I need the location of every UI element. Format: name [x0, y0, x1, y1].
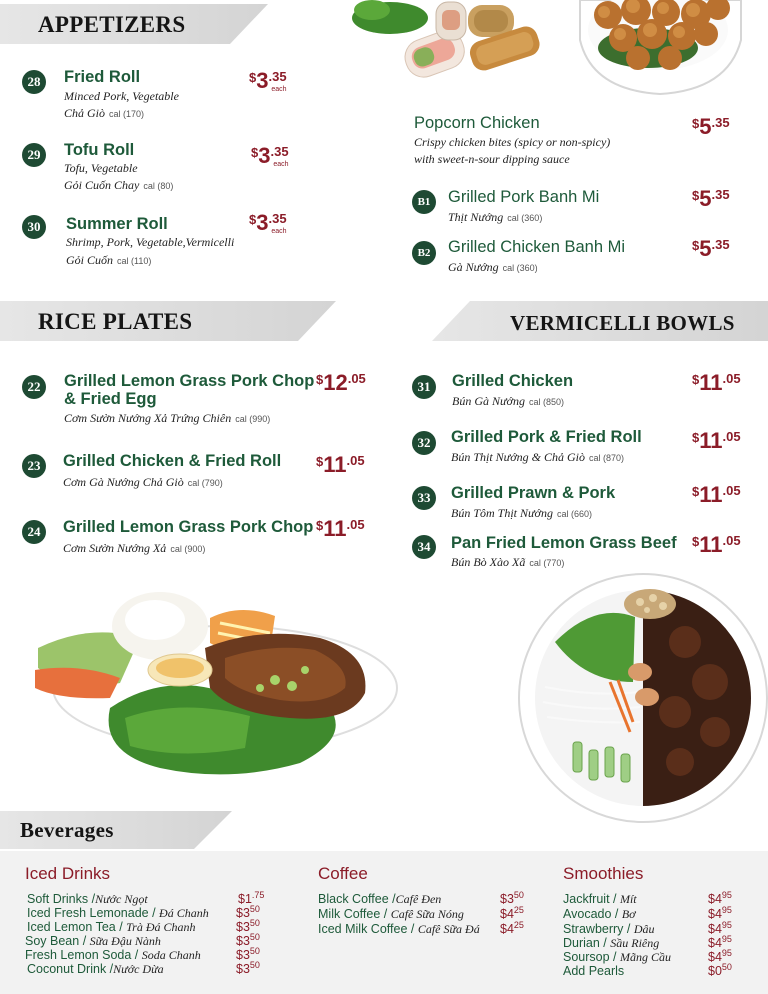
smoothie-item[interactable]: Add Pearls — [563, 964, 625, 978]
smoothie-item[interactable]: Durian / Sầu Riêng — [563, 936, 660, 950]
item-description: Minced Pork, Vegetable — [64, 89, 179, 103]
item-price: $^{\$}3^{.35}$ each — [251, 143, 289, 168]
item-number-badge: 32 — [412, 431, 436, 455]
vermicelli-bowl-photo — [515, 572, 768, 824]
item-name: Summer Roll — [66, 215, 168, 233]
item-number-badge: 34 — [412, 535, 436, 559]
smoothie-item[interactable]: Strawberry / Dâu — [563, 922, 655, 936]
appetizers-title: APPETIZERS — [38, 12, 186, 37]
item-price: $^{\$}11^{.05}$ — [692, 428, 741, 453]
item-vietnamese-name: Gỏi Cuốn Chay cal (80) — [64, 178, 174, 192]
drink-price: $\$4^{95}$ — [708, 934, 732, 951]
item-price: $^{\$}11^{.05}$ — [692, 370, 741, 395]
item-vietnamese-name: Bún Thịt Nướng & Chả Giò cal (870) — [451, 450, 624, 464]
item-number-badge: 24 — [22, 520, 46, 544]
iced-drink-item[interactable]: Iced Lemon Tea / Trà Đá Chanh — [27, 920, 196, 934]
iced-drinks-heading: Iced Drinks — [25, 864, 111, 883]
item-vietnamese-name: Gà Nướng cal (360) — [448, 260, 538, 274]
item-vietnamese-name: Thịt Nướng cal (360) — [448, 210, 543, 224]
item-price: $^{\$}12^{.05}$ — [316, 370, 366, 395]
item-name: Grilled Chicken — [452, 372, 574, 390]
item-vietnamese-name: Cơm Sườn Nướng Xả cal (900) — [63, 541, 206, 555]
item-vietnamese-name: Cơm Sườn Nướng Xả Trứng Chiên cal (990) — [64, 411, 271, 425]
item-vietnamese-name: Cơm Gà Nướng Chả Giò cal (790) — [63, 475, 223, 489]
item-description: Tofu, Vegetable — [64, 161, 138, 175]
item-name-continued: & Fried Egg — [64, 390, 157, 408]
item-price: $^{\$}11^{.05}$ — [316, 516, 365, 541]
drink-price: $\$4^{25}$ — [500, 905, 524, 922]
item-price: $^{\$}5^{.35}$ — [692, 236, 730, 261]
item-number-badge: B1 — [412, 190, 436, 214]
coffee-item[interactable]: Iced Milk Coffee / Cafê Sữa Đá — [318, 922, 480, 936]
drink-price: $\$4^{95}$ — [708, 890, 732, 907]
item-number-badge: 22 — [22, 375, 46, 399]
item-description: Crispy chicken bites (spicy or non-spicy) — [414, 135, 611, 149]
drink-price: $\$3^{50}$ — [236, 960, 260, 977]
item-name: Grilled Pork Banh Mi — [448, 188, 600, 206]
rice-plates-title: RICE PLATES — [38, 309, 193, 334]
smoothie-item[interactable]: Jackfruit / Mít — [563, 892, 637, 906]
item-vietnamese-name: Bún Tôm Thịt Nướng cal (660) — [451, 506, 592, 520]
coffee-heading: Coffee — [318, 864, 368, 883]
iced-drink-item[interactable]: Soy Bean / Sữa Đậu Nành — [25, 934, 161, 948]
item-number-badge: 33 — [412, 486, 436, 510]
item-name: Popcorn Chicken — [414, 114, 540, 132]
item-number-badge: 28 — [22, 70, 46, 94]
item-name: Fried Roll — [64, 68, 141, 86]
drink-price: $\$3^{50}$ — [500, 890, 524, 907]
item-description: Shrimp, Pork, Vegetable,Vermicelli — [66, 235, 235, 249]
item-name: Grilled Chicken & Fried Roll — [63, 452, 282, 470]
coffee-item[interactable]: Milk Coffee / Cafê Sữa Nóng — [318, 907, 464, 921]
item-number-badge: 23 — [22, 454, 46, 478]
item-name: Grilled Lemon Grass Pork Chop — [63, 518, 314, 536]
item-price: $^{\$}5^{.35}$ — [692, 114, 730, 139]
item-number-badge: B2 — [412, 241, 436, 265]
drink-price: $\$4^{25}$ — [500, 920, 524, 937]
drink-price: $\$4^{95}$ — [708, 905, 732, 922]
smoothie-item[interactable]: Avocado / Bơ — [563, 907, 636, 921]
item-name: Tofu Roll — [64, 141, 135, 159]
vermicelli-title: VERMICELLI BOWLS — [510, 311, 735, 335]
coffee-item[interactable]: Black Coffee /Cafê Đen — [318, 892, 442, 906]
item-price: $^{\$}5^{.35}$ — [692, 186, 730, 211]
item-name: Grilled Lemon Grass Pork Chop — [64, 372, 315, 390]
item-price: $^{\$}11^{.05}$ — [692, 482, 741, 507]
drink-price: $\$3^{50}$ — [236, 932, 260, 949]
drink-price: $\$3^{50}$ — [236, 904, 260, 921]
item-price: $^{\$}3^{.35}$ each — [249, 68, 287, 93]
item-name: Grilled Chicken Banh Mi — [448, 238, 625, 256]
drink-price: $\$1^{.75}$ — [238, 890, 265, 907]
beverages-title: Beverages — [20, 818, 114, 842]
item-vietnamese-name: Chả Giò cal (170) — [64, 106, 145, 120]
iced-drink-item[interactable]: Soft Drinks /Nước Ngọt — [27, 892, 148, 906]
item-price: $^{\$}11^{.05}$ — [316, 452, 365, 477]
item-name: Grilled Prawn & Pork — [451, 484, 616, 502]
item-number-badge: 29 — [22, 143, 46, 167]
item-number-badge: 31 — [412, 375, 436, 399]
iced-drink-item[interactable]: Iced Fresh Lemonade / Đá Chanh — [27, 906, 209, 920]
item-name: Grilled Pork & Fried Roll — [451, 428, 642, 446]
spring-rolls-photo — [350, 0, 550, 90]
iced-drink-item[interactable]: Coconut Drink /Nước Dừa — [27, 962, 164, 976]
drink-price: $\$3^{50}$ — [236, 918, 260, 935]
item-vietnamese-name: Bún Bò Xào Xã cal (770) — [451, 555, 565, 569]
drink-price: $\$4^{95}$ — [708, 920, 732, 937]
item-vietnamese-name: Gỏi Cuốn cal (110) — [66, 253, 152, 267]
item-price: $^{\$}11^{.05}$ — [692, 532, 741, 557]
item-description: with sweet-n-sour dipping sauce — [414, 152, 570, 166]
rice-plate-photo — [30, 588, 400, 780]
iced-drink-item[interactable]: Fresh Lemon Soda / Soda Chanh — [25, 948, 201, 962]
smoothies-heading: Smoothies — [563, 864, 644, 883]
item-price: $^{\$}3^{.35}$ each — [249, 210, 287, 235]
drink-price: $\$0^{50}$ — [708, 962, 732, 979]
item-number-badge: 30 — [22, 215, 46, 239]
item-name: Pan Fried Lemon Grass Beef — [451, 534, 677, 552]
item-vietnamese-name: Bún Gà Nướng cal (850) — [452, 394, 564, 408]
smoothie-item[interactable]: Soursop / Mãng Cầu — [563, 950, 671, 964]
drink-price: $\$3^{50}$ — [236, 946, 260, 963]
drink-price: $\$4^{95}$ — [708, 948, 732, 965]
popcorn-chicken-photo — [578, 0, 743, 96]
